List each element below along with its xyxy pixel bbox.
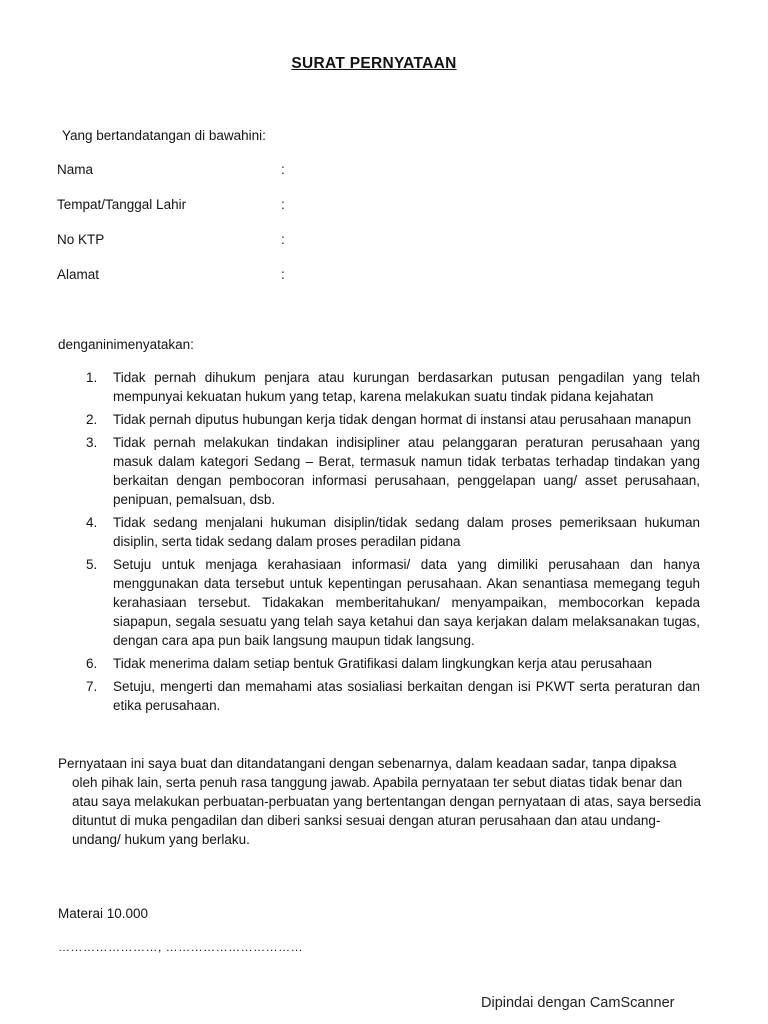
materai-label: Materai 10.000 <box>58 906 149 921</box>
signature-place-date-line: ……………………, …………………………… <box>58 940 304 954</box>
intro-text: Yang bertandatangan di bawahini: <box>62 128 266 143</box>
statement-item <box>86 677 700 715</box>
statement-number: 7. <box>86 679 98 694</box>
field-label: No KTP <box>57 232 105 247</box>
statement-list <box>86 368 700 719</box>
statement-number: 4. <box>86 515 98 530</box>
field-colon: : <box>281 162 285 177</box>
lead-text: denganinimenyatakan: <box>58 337 194 352</box>
statement-number: 5. <box>86 557 98 572</box>
statement-text: Setuju untuk menjaga kerahasiaan informasi/ data yang dimiliki perusahaan dan hanya menggunakan data tersebut untuk kepentingan perusahaan. Akan senantiasa memegang teguh kerahasiaan tersebut. Tidakakan memberitahukan/ menyampaikan, membocorkan kepada siapapun, segala sesuatu yang telah saya ketahui dan saya kerjakan dalam melaksanakan tugas, dengan cara apa pun baik langsung maupun tidak langsung. <box>113 557 700 648</box>
field-label: Alamat <box>57 267 100 282</box>
statement-text: Tidak sedang menjalani hukuman disiplin/tidak sedang dalam proses pemeriksaan hukuman disiplin, serta tidak sedang dalam proses peradilan pidana <box>113 515 700 549</box>
statement-text: Tidak menerima dalam setiap bentuk Gratifikasi dalam lingkungkan kerja atau perusahaan <box>113 656 653 671</box>
statement-item <box>86 368 700 406</box>
statement-item <box>86 433 700 509</box>
document-title: SURAT PERNYATAAN <box>291 55 457 72</box>
field-colon: : <box>281 232 285 247</box>
field-colon: : <box>281 267 285 282</box>
statement-number: 6. <box>86 656 98 671</box>
statement-item <box>86 555 700 650</box>
statement-text: Tidak pernah melakukan tindakan indisipliner atau pelanggaran peraturan perusahaan yang masuk dalam kategori Sedang – Berat, termasuk namun tidak terbatas terhadap tindakan yang berkaitan dengan pembocoran informasi perusahaan, penggelapan uang/ asset perusahaan, penipuan, pemalsuan, dsb. <box>113 435 700 507</box>
statement-number: 1. <box>86 370 98 385</box>
statement-text: Tidak pernah dihukum penjara atau kurungan berdasarkan putusan pengadilan yang telah mempunyai kekuatan hukum yang tetap, karena melakukan suatu tindak pidana kejahatan <box>113 370 700 404</box>
statement-text: Setuju, mengerti dan memahami atas sosialiasi berkaitan dengan isi PKWT serta peraturan dan etika perusahaan. <box>113 679 700 713</box>
statement-item <box>86 410 700 429</box>
statement-number: 2. <box>86 412 98 427</box>
statement-item <box>86 654 700 673</box>
field-label: Tempat/Tanggal Lahir <box>57 197 187 212</box>
statement-item <box>86 513 700 551</box>
scanner-watermark: Dipindai dengan CamScanner <box>481 995 675 1011</box>
closing-paragraph: Pernyataan ini saya buat dan ditandatangani dengan sebenarnya, dalam keadaan sadar, tanpa dipaksa oleh pihak lain, serta penuh rasa tanggung jawab. Apabila pernyataan ter sebut diatas tidak benar dan atau saya melakukan perbuatan-perbuatan yang bertentangan dengan pernyataan di atas, saya bersedia dituntut di muka pengadilan dan diberi sanksi sesuai dengan aturan perusahaan dan atau undang-undang/ hukum yang berlaku. <box>58 756 701 847</box>
statement-text: Tidak pernah diputus hubungan kerja tidak dengan hormat di instansi atau perusahaan manapun <box>113 412 692 427</box>
statement-number: 3. <box>86 435 98 450</box>
field-label: Nama <box>57 162 94 177</box>
field-colon: : <box>281 197 285 212</box>
